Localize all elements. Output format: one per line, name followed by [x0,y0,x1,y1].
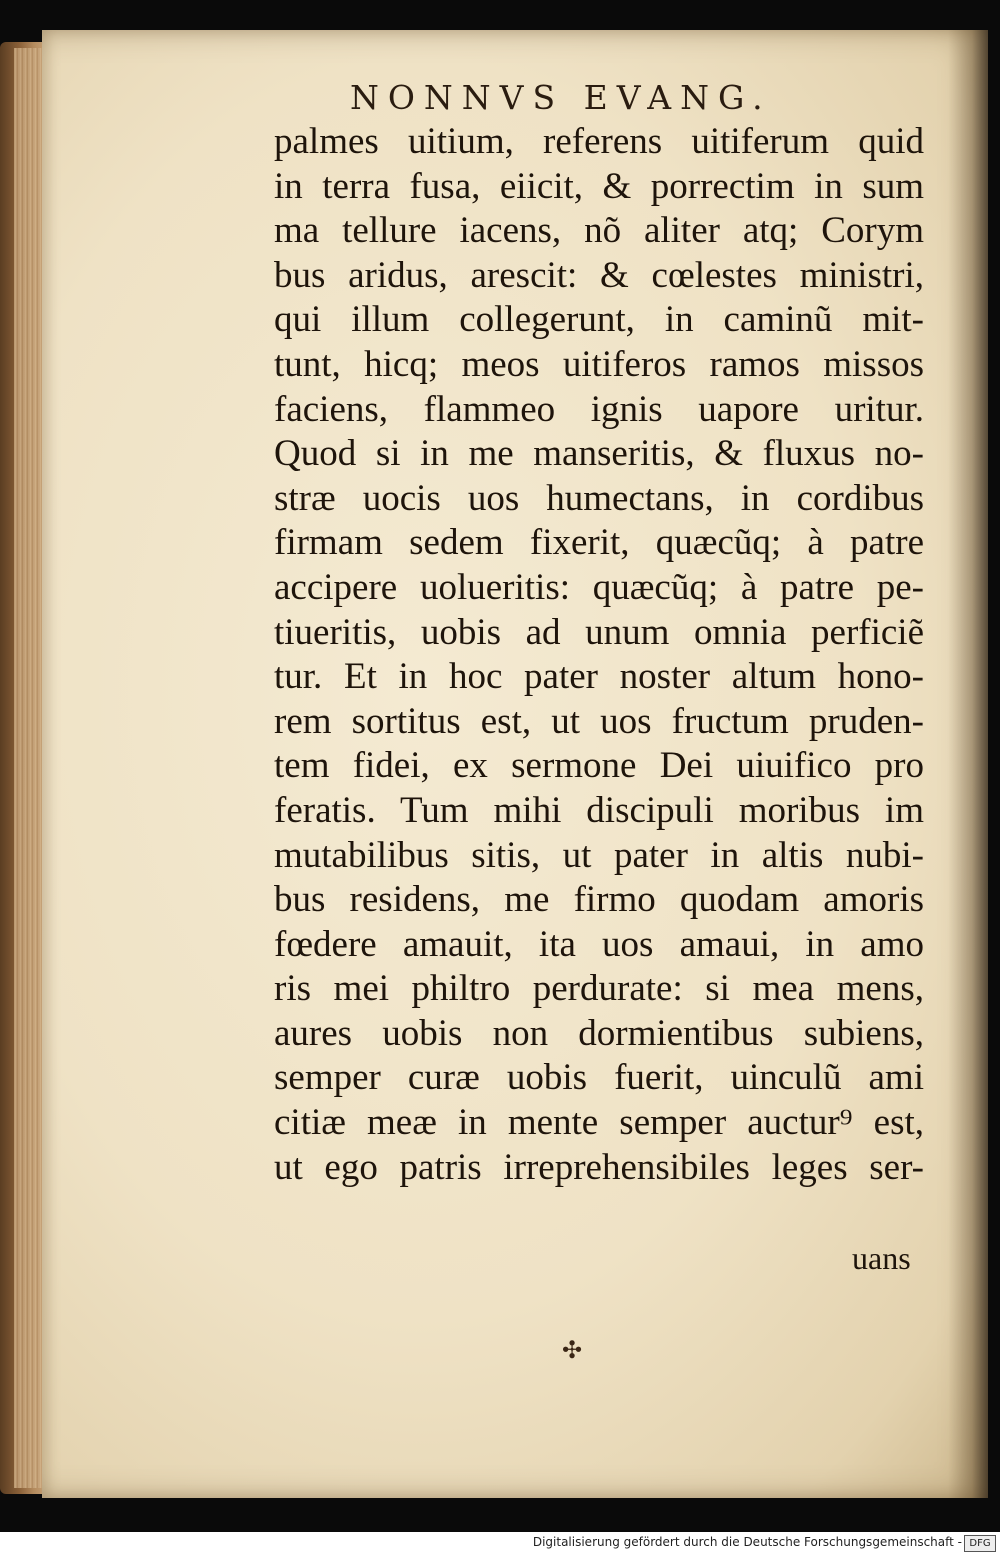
text-line: ma tellure iacens, nõ aliter atq; Corym [274,210,924,252]
text-line: ris mei philtro perdurate: si mea mens, [274,968,924,1010]
footer-bar [0,1532,1000,1554]
text-line: aures uobis non dormientibus subiens, [274,1012,924,1054]
text-line: faciens, flammeo ignis uapore uritur. [274,388,924,430]
page-gutter-shadow [948,30,988,1498]
text-line: tiueritis, uobis ad unum omnia perficiẽ [274,611,924,653]
text-line: qui illum collegerunt, in caminũ mit- [274,299,924,341]
text-line: Quod si in me manseritis, & fluxus no- [274,433,924,475]
text-line: bus aridus, arescit: & cœlestes ministri, [274,254,924,296]
text-line: citiæ meæ in mente semper auctur⁹ est, [274,1102,924,1144]
ornament-icon: ✣ [562,1336,583,1364]
text-line: bus residens, me firmo quodam amoris [274,879,924,921]
text-line: rem sortitus est, ut uos fructum pruden- [274,700,924,742]
text-line: fœdere amauit, ita uos amaui, in amo [274,923,924,965]
text-line: accipere uolueritis: quæcũq; à patre pe- [274,566,924,608]
text-line: in terra fusa, eiicit, & porrectim in sum [274,165,924,207]
text-line: palmes uitium, referens uitiferum quid [274,121,924,162]
text-line: tur. Et in hoc pater noster altum hono- [274,656,924,698]
text-line: semper curæ uobis fuerit, uinculũ ami [274,1057,924,1099]
catchword: uans [852,1240,911,1276]
funding-notice: Digitalisierung gefördert durch die Deutsche Forschungsgemeinschaft - [532,1535,962,1549]
text-line: tem fidei, ex sermone Dei uiuifico pro [274,745,924,787]
dfg-logo-icon: DFG [964,1535,996,1552]
text-line: tunt, hicq; meos uitiferos ramos missos [274,343,924,385]
text-line: mutabilibus sitis, ut pater in altis nubi- [274,834,924,876]
text-block [274,120,924,1190]
text-line: ut ego patris irreprehensibiles leges ser- [274,1146,924,1188]
running-head: NONNVS EVANG. [350,78,772,117]
text-line: firmam sedem fixerit, quæcũq; à patre [274,522,924,564]
text-line: feratis. Tum mihi discipuli moribus im [274,789,924,831]
text-line: stræ uocis uos humectans, in cordibus [274,477,924,519]
